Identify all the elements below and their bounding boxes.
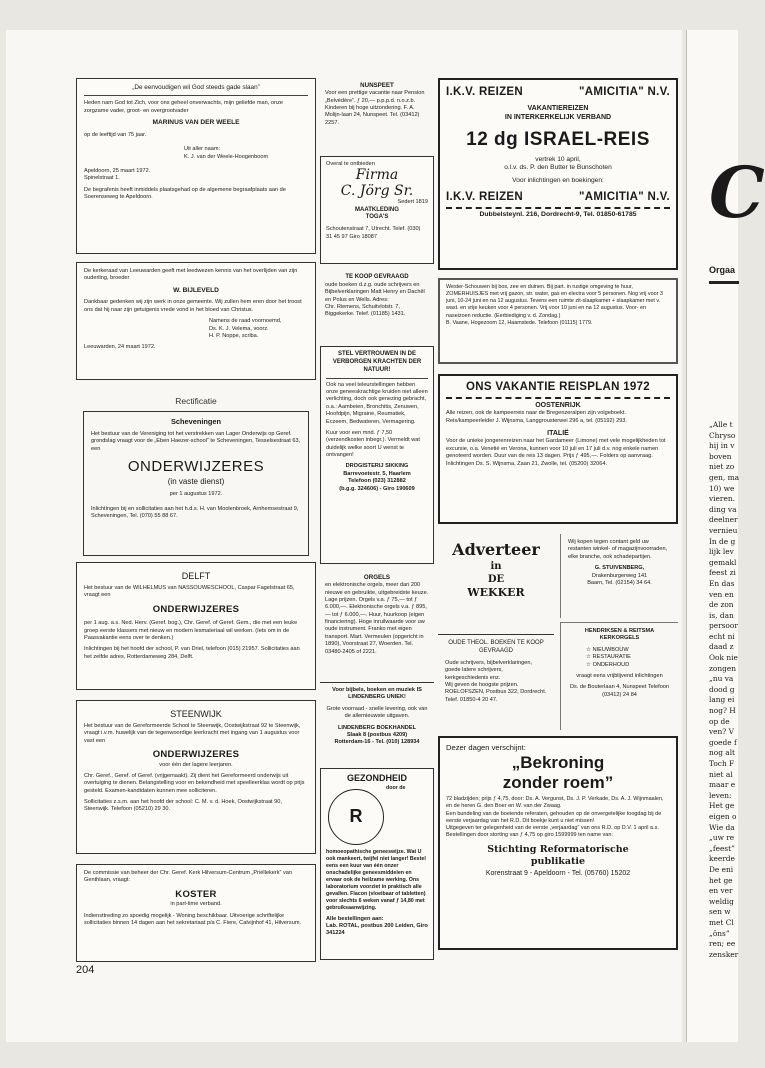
hendriksen-address: Ds. de Bouterlaan 4, Nunspeet Telefoon (03412) 24 84 [569, 684, 670, 698]
firma-address: Schoutenstraat 7, Utrecht. Telef. (030) 31 45 97 Giro 18087 [326, 226, 421, 240]
rectificatie-ad [76, 388, 316, 554]
reisplan-heading: ONS VAKANTIE REISPLAN 1972 [466, 381, 650, 393]
bekroning-text4: Bestellingen door storting van ƒ 4,75 op giro 1599999 ten name van: [446, 832, 613, 839]
schouwen-ad [438, 278, 678, 364]
gezondheid-ad [320, 768, 434, 960]
hendriksen-item: ☆ RESTAURATIE [586, 654, 631, 661]
article-line: En das [709, 578, 735, 588]
article-line: op de [709, 716, 730, 726]
obituary-signoff-name: K. J. van der Weele-Hoogenboom [184, 153, 269, 160]
article-line: de zon [709, 600, 734, 610]
lindenberg-city: Rotterdam-16 - Tel. (010) 128934 [334, 739, 420, 746]
article-line: met Cl [709, 917, 734, 927]
ikv-info: Voor inlichtingen en boekingen: [512, 177, 604, 185]
koster-text: De commissie van beheer der Chr. Geref. Kerk Hilversum-Centrum „Priëllekerk” van Genthlaan, vraagt: [84, 870, 292, 884]
boeken-text: oude boeken d.z.g. oude schrijvers en Bijbelverklaringen Matt Henry en Dachêl en Polus en Wells. Adres: [325, 281, 425, 303]
obituary-signoff: Uit aller naam: [184, 146, 221, 153]
bekroning-intro: Dezer dagen verschijnt: [446, 743, 526, 752]
page-number: 204 [76, 964, 95, 976]
article-line: „nu va [709, 674, 734, 684]
bijleveld-text: De kerkeraad van Leeuwarden geeft met leedwezen kennis van het overlijden van zijn ouderling, broeder [84, 268, 298, 282]
gezondheid-order: Alle bestellingen aan: [326, 915, 384, 922]
rectificatie-date: per 1 augustus 1972. [169, 491, 223, 498]
article-line: gemakl [709, 557, 737, 567]
bekroning-ad [438, 736, 678, 950]
delft-ad [76, 562, 316, 690]
ikv-name: "AMICITIA" N.V. [578, 86, 670, 98]
lindenberg-ad [320, 682, 434, 762]
bekroning-text2: Een bundeling van de boeiende referaten, gehouden op de onvergetelijke toogdag bij de eerste verjaardag van het R.D. Dit boekje kunt u niet missen! [446, 810, 662, 824]
bekroning-title2: zonder roem” [502, 772, 614, 792]
ikv-date: vertrek 10 april, [535, 155, 581, 163]
obituary-age: op de leeftijd van 75 jaar. [84, 131, 147, 138]
reisplan-text1: Alle reizen, ook de kampeerreis naar de Bregenzeralpen zijn volgeboekt. Reis/kampeerleider J. Wijnsma, Langgrousterwei 296 a, tel. (05192) 293. [446, 410, 627, 424]
rectificatie-box [83, 411, 309, 556]
delft-text: Het bestuur van de WILHELMUS van NASSOUWESCHOOL, Caspar Fagelstraat 65, vraagt een [84, 584, 295, 599]
article-line: sen w [709, 907, 731, 917]
stuivenberg-address: Drakenburgerweg 141 [591, 572, 648, 579]
reisplan-ad [438, 374, 678, 524]
bekroning-text3: Uitgegeven ter gelegenheid van de eerste „verjaardag” van ons R.D. op D.V. 1 april a.s. [446, 825, 659, 832]
reisplan-sub2: ITALIË [547, 430, 569, 438]
homoeopathica-seal-icon: R [328, 789, 384, 845]
article-line: zensker [709, 949, 739, 959]
natuur-giro: (b.g.g. 324606) - Giro 190609 [339, 485, 415, 492]
article-line: Chryso [709, 430, 736, 440]
article-column [709, 420, 749, 960]
ikv-org: I.K.V. REIZEN [446, 86, 523, 98]
hendriksen-item: ☆ NIEUWBOUW [586, 646, 629, 653]
article-line: niet zo [709, 462, 735, 472]
divider [446, 397, 670, 399]
theol-text2: Wij geven de hoogste prijzen. ROELOFSZEN, Postbus 322, Dordrecht. Telef. 01850-4 20 47. [445, 681, 547, 703]
hendriksen-item-label: RESTAURATIE [592, 654, 631, 661]
article-line: ren; ee [709, 939, 736, 949]
delft-title: ONDERWIJZERES [152, 603, 240, 615]
next-page-strip [686, 30, 765, 1042]
article-line: Wie da [709, 822, 735, 832]
article-line: hij in v [709, 441, 735, 451]
obituary-text: Heden nam God tot Zich, voor ons geheel onverwachts, mijn geliefde man, onze zorgzame vader, groot- en overgrootvader [84, 100, 283, 114]
obituary-van-der-weele [76, 78, 316, 254]
firma-trade1: MAATKLEDING [355, 206, 399, 213]
article-line: Ook nie [709, 653, 738, 663]
schouwen-address: B. Vaane, Hogezoom 12, Haamstede. Telefoon (01115) 1779. [446, 319, 593, 326]
article-line: feest zi [709, 568, 736, 578]
firma-name1: Firma [355, 167, 399, 184]
article-line: vernieu [709, 525, 738, 535]
steenwijk-text: Het bestuur van de Gereformeerde School te Steenwijk, Oostwijkstraat 92 te Steenwijk, vraagt i.v.m. huwelijk van de tegenwoordige leerkracht met ingang van 1 augustus voor vast een [84, 722, 301, 744]
theol-heading: OUDE THEOL. BOEKEN TE KOOP GEVRAAGD [448, 640, 544, 654]
natuur-price: Kuur voor een mnd. ƒ 7,50 (verzendkosten inbegr.). Vermeldt wat duidelijk welke soort U wenst te ontvangen! [326, 429, 420, 459]
bekroning-address: Korenstraat 9 - Apeldoorn - Tel. (05760) 15202 [485, 869, 631, 877]
article-line: „uw re [709, 833, 735, 843]
delft-body: per 1 aug. a.s. Ned. Herv. (Geref. bog.), Chr. Geref. of Geref. Gem., die met een leuke groep eerste klassers met nieuw en modern lesmateriaal wil werken. (Iets om in de Paasvakantie eens over te denken.) [84, 620, 298, 641]
theol-boeken-ad [438, 634, 554, 730]
natuur-tel: Telefoon (023) 312882 [348, 478, 406, 485]
article-line: deelner [709, 515, 738, 525]
stuivenberg-ad [560, 534, 678, 618]
rectificatie-text: Het bestuur van de Vereniging tot het verstrekken van Lager Onderwijs op Geref. grondslag vraagt voor de „Eben Haezer-school” te Scheveningen, Tesselsestraat 63, een [91, 430, 301, 452]
rectificatie-sub: (in vaste dienst) [167, 476, 225, 486]
stuivenberg-text: Wij kopen tegen contant geld uw restanten winkel- of magazijnvoorraden, elke branche, ook schadepartijen. [568, 539, 668, 560]
divider [84, 95, 308, 96]
koster-ad [76, 864, 316, 962]
article-line: goede f [709, 737, 737, 747]
article-line: weldig [709, 896, 734, 906]
hendriksen-item-label: ONDERHOUD [592, 661, 630, 668]
reisplan-text2: Voor de unieke jongerenreizen naar het Gardameer (Limone) met vele mogelijkheden tot excursie, o.a. Venetië en Verona, kunnen voor 10 juli en 17 juli d.v. nog enkele namen genoteerd worden. Duur van de reis 13 dagen. Prijs ƒ 495,—. Folders op aanvraag. Inlichtingen Ds. S. Wijnsma, Zaan 21, Zwolle, tel. (05200) 32064. [446, 438, 666, 467]
ikv-org: I.K.V. REIZEN [446, 190, 523, 203]
article-line: gen, ma [709, 472, 739, 482]
gezondheid-address: Lab. ROTAL, postbus 200 Leiden, Giro 341224 [326, 923, 428, 937]
article-line: Het ge [709, 801, 735, 811]
article-line: De eni [709, 864, 734, 874]
divider [446, 207, 670, 209]
bekroning-publisher1: Stichting Reformatorische [487, 843, 629, 855]
obituary-name: MARINUS VAN DER WEELE [152, 119, 240, 127]
steenwijk-info: Sollicitaties z.s.m. aan het hoofd der school: C. M. v. d. Hoek, Oostwijkstraat 90, Steenwijk. Telefoon (05210) 29 30. [84, 799, 282, 813]
hendriksen-item-label: NIEUWBOUW [592, 646, 629, 653]
rectificatie-title: ONDERWIJZERES [127, 458, 265, 476]
article-line: nog alt [709, 748, 736, 758]
bekroning-text: 72 bladzijden; prijs ƒ 4,75, door: Ds. A. Vergunst, Ds. J. P. Verkade, Ds. A. J. Wijnmaalen, en de heren G. den Boer en W. van der Zwaag. [446, 796, 664, 810]
article-line: ven? V [709, 727, 734, 737]
lindenberg-heading: Voor bijbels, boeken en muziek IS LINDENBERG UNIEK! [332, 687, 422, 701]
bijleveld-sign3: H. P. Noppe, scriba. [209, 332, 259, 339]
obituary-bijleveld [76, 262, 316, 380]
divider [326, 378, 428, 379]
ikv-sub1: VAKANTIEREIZEN [527, 105, 589, 113]
article-line: dood g [709, 684, 735, 694]
adverteer-l1: Adverteer [452, 540, 540, 559]
article-line: „feest” [709, 843, 735, 853]
lindenberg-address: Slaak 8 (postbus 4209) [346, 731, 408, 738]
firma-name2: C. Jörg Sr. [340, 182, 414, 199]
article-line: niet al [709, 769, 733, 779]
bekroning-publisher2: publikatie [530, 856, 586, 868]
ikv-sub2: IN INTERKERKELIJK VERBAND [504, 114, 612, 122]
article-line: maar e [709, 780, 736, 790]
adverteer-l2: in [490, 561, 502, 573]
article-line: „ôns” [709, 928, 730, 938]
schouwen-text: Wester-Schouwen bij bos, zee en duinen. Bij part. in rustige omgeving te huur, ZOMERHUISJES met vrij gazon, str. water, gas en electra voor 5 personen. Nog vrij voor 3 juni, 10-24 juni en na 12 augustus. Tevens een ruimte zit-slaapkamer + slaapkamer met v. wast. en vrije keuken voor 4 personen. Vrij voor 10 juni en na 12 augustus. Voor- en naseizoen reductie. (Eerbiediging v. d. Zondag.) [446, 284, 663, 319]
ikv-name: "AMICITIA" N.V. [578, 190, 670, 203]
adverteer-ad [438, 534, 554, 630]
article-line: daad z [709, 642, 734, 652]
steenwijk-heading: STEENWIJK [170, 709, 222, 719]
bijleveld-name: W. BIJLEVELD [173, 286, 219, 294]
article-line: keerde [709, 854, 735, 864]
stuivenberg-city: Baarn, Tel. (02154) 34 64. [587, 579, 652, 586]
bekroning-title1: „Bekroning [511, 753, 605, 773]
delft-info: Inlichtingen bij het hoofd der school, P. van Driel, telefoon (015) 21957. Sollicitaties aan het zelfde adres, Rotterdameweg 284, Delft. [84, 646, 300, 660]
ikv-trip: 12 dg ISRAEL-REIS [466, 128, 650, 150]
natuur-text: Ook na veel teleurstellingen hebben onze geneeskrachtige kruiden niet alleen verlichting, doch ook genezing gebracht, o.a.: Aambeien, Bronchitis, Zenuwen, Hoofdpijn, Migraine, Reumatiek, Eczeem, Bedwateren, Vermagering. [326, 381, 428, 425]
hendriksen-info: vraagt eens vrijblijvend inlichtingen [576, 672, 663, 679]
article-line: lang ei [709, 695, 735, 705]
nunspeet-text: Voor een prettige vacantie naar Pension „Belvédère”. ƒ 20,— p.p.p.d. n.o.z.b. Kinderen bij hoge uitzondering. F. A. Molijn-laan 24, Nunspeet. Tel. (03412) 2257. [325, 90, 425, 126]
firma-jorg-ad [320, 156, 434, 264]
bijleveld-sign1: Namens de raad voornoemd, [209, 318, 282, 325]
article-line: lijk lev [709, 547, 734, 557]
article-line: persoor [709, 621, 738, 631]
hendriksen-item: ☆ ONDERHOUD [586, 661, 630, 668]
obituary-place: Apeldoorn, 25 maart 1972. [84, 168, 151, 175]
steenwijk-title: ONDERWIJZERES [152, 749, 240, 760]
gezondheid-text: door de homoeopathische geneeswijze. Wat U ook mankeert, twijfel niet langer! Bestel eens een kuur van één onzer onschadelijke geneesmiddelen en ervaar ook de heilzame werking. Ons laboratorium voorziet in praktisch alle gevallen. Flacon (vloeibaar of tabletten) voor slechts 6 weken vanaf ƒ 14,80 met gebruiksaanwijzing. [326, 784, 426, 911]
hendriksen-ad [560, 622, 678, 730]
nunspeet-ad [320, 78, 434, 150]
obituary-quote: „De eenvoudigen wil God steeds gade slaan” [132, 84, 260, 91]
article-line: boven [709, 451, 732, 461]
ikv-guide: o.l.v. ds. P. den Butter te Bunschoten [504, 164, 612, 172]
obituary-address: Spinelstraat 1. [84, 175, 120, 182]
rectificatie-info: Inlichtingen bij en sollicitaties aan het h.d.s. H. van Moolenbroek, Arnhemsestraat 9, Scheveningen, Tel. (070) 55 88 67. [91, 505, 299, 520]
article-line: zongen [709, 663, 736, 673]
bijleveld-text2: Dankbaar gedenken wij zijn werk in onze gemeente. Wij zullen hem eren door het troost ons dat hij naar zijn getuigenis vrede vond in het bloed van Christus. [84, 299, 302, 313]
firma-since: Sedert 1819 [397, 199, 428, 206]
firma-trade2: TOGA'S [365, 214, 389, 221]
article-line: In de g [709, 536, 736, 546]
natuur-heading: STEL VERTROUWEN IN DE VERBORGEN KRACHTEN DER NATUUR! [332, 351, 422, 373]
article-line: is, dan [709, 610, 734, 620]
divider [709, 281, 739, 284]
bijleveld-sign2: Ds. K. J. Velema, voorz. [209, 325, 269, 332]
newspaper-page [6, 30, 682, 1042]
rectificatie-heading: Rectificatie [175, 396, 217, 406]
article-line: en ver [709, 886, 733, 896]
steenwijk-sub: voor één der lagere leerjaren. [159, 761, 233, 768]
nunspeet-heading: NUNSPEET [360, 82, 394, 89]
article-line: 10) we [709, 483, 735, 493]
masthead-initial: C [709, 151, 765, 234]
article-line: leven: [709, 790, 732, 800]
boeken-address: Chr. Riemens, Schuitvlotstr. 7, Biggekerke. Telef. (01185) 1431. [325, 304, 406, 318]
article-line: ven en [709, 589, 734, 599]
delft-heading: DELFT [181, 571, 211, 581]
article-line: vieren. [709, 494, 735, 504]
obituary-burial: De begrafenis heeft inmiddels plaatsgehad op de algemene begraafplaats aan de Soerenseweg te Apeldoorn. [84, 186, 286, 201]
gezondheid-heading: GEZONDHEID [346, 773, 407, 783]
natuur-ad [320, 346, 434, 564]
reisplan-sub1: OOSTENRIJK [535, 402, 581, 410]
article-line: „Alle t [709, 420, 733, 429]
article-line: Toch F [709, 759, 735, 768]
article-line: ding va [709, 504, 737, 514]
ikv-address: Dubbelsteynl. 216, Dordrecht-9, Tel. 01850-61785 [479, 211, 637, 218]
theol-text: Oude schrijvers, bijbelverklaringen, goede latere schrijvers, kerkgeschiedenis enz. [445, 659, 533, 681]
adverteer-l4: WEKKER [467, 586, 525, 600]
koster-title: KOSTER [175, 888, 217, 900]
ikv-footer [446, 190, 670, 205]
ikv-header [446, 85, 670, 100]
masthead-subtitle: Orgaa [709, 265, 736, 275]
hendriksen-heading: HENDRIKSEN & REITSMA KERKORGELS [584, 628, 655, 642]
article-line: nog? H [709, 706, 736, 716]
natuur-address: Barrevoetestr. 5, Haarlem [343, 470, 411, 477]
boeken-heading: TE KOOP GEVRAAGD [345, 274, 409, 280]
lindenberg-text: Grote voorraad - snelle levering, ook van de allernieuwste uitgaven. [326, 705, 428, 720]
orgels-heading: ORGELS [363, 574, 391, 581]
article-line: echt ni [709, 631, 735, 641]
orgels-text: en elektronische orgels, meer dan 200 nieuwe en gebruikte, uitgebreidste keuze. Lage prijzen. Orgels v.a. ƒ 75,— tot ƒ 6.000,—. Elektronische orgels v.a. ƒ 895,— tot ƒ 6.000,—. Huur, huurkoop (eigen financiering). Hoge inruilwaarde voor uw oude instrument. Franko met eigen transport. Mart. Vermeulen (opgericht in 1890), Voorstraat 27, Woerden. Tel. 03480-2405 of 2221. [325, 582, 429, 655]
koster-sub: in part-time verband. [170, 901, 222, 908]
adverteer-l3: DE [487, 574, 505, 586]
orgels-ad [320, 570, 434, 674]
rectificatie-place: Scheveningen [170, 417, 222, 427]
bijleveld-place: Leeuwarden, 24 maart 1972. [84, 344, 156, 351]
steenwijk-body: Chr. Geref., Geref. of Geref. (vrijgemaakt). Zij dient het Gereformeerd onderwijs uit overtuiging te dienen. Belangstelling voor en bekendheid met speelleerklas wordt op prijs gesteld. Examen-kandidaten kunnen mee solliciteren. [84, 772, 305, 794]
koster-body: Indiensttreding zo spoedig mogelijk - Woning beschikbaar. Uitvoerige schriftelijke sollicitaties binnen 14 dagen aan het sekretariaat p/a C. Fiere, Calvijnhof 41, Hilversum. [84, 912, 302, 927]
boeken-gevraagd-ad [320, 270, 434, 342]
firma-intro: Overal te ontbieden [326, 161, 375, 167]
steenwijk-ad [76, 700, 316, 854]
ikv-reizen-ad [438, 78, 678, 270]
article-line: eigen o [709, 811, 737, 821]
lindenberg-name: LINDENBERG BOEKHANDEL [337, 724, 416, 731]
stuivenberg-name: G. STUIVENBERG, [594, 565, 645, 572]
article-line: het ge [709, 875, 733, 885]
natuur-shop: DROGISTERIJ SIKKING [345, 463, 409, 470]
